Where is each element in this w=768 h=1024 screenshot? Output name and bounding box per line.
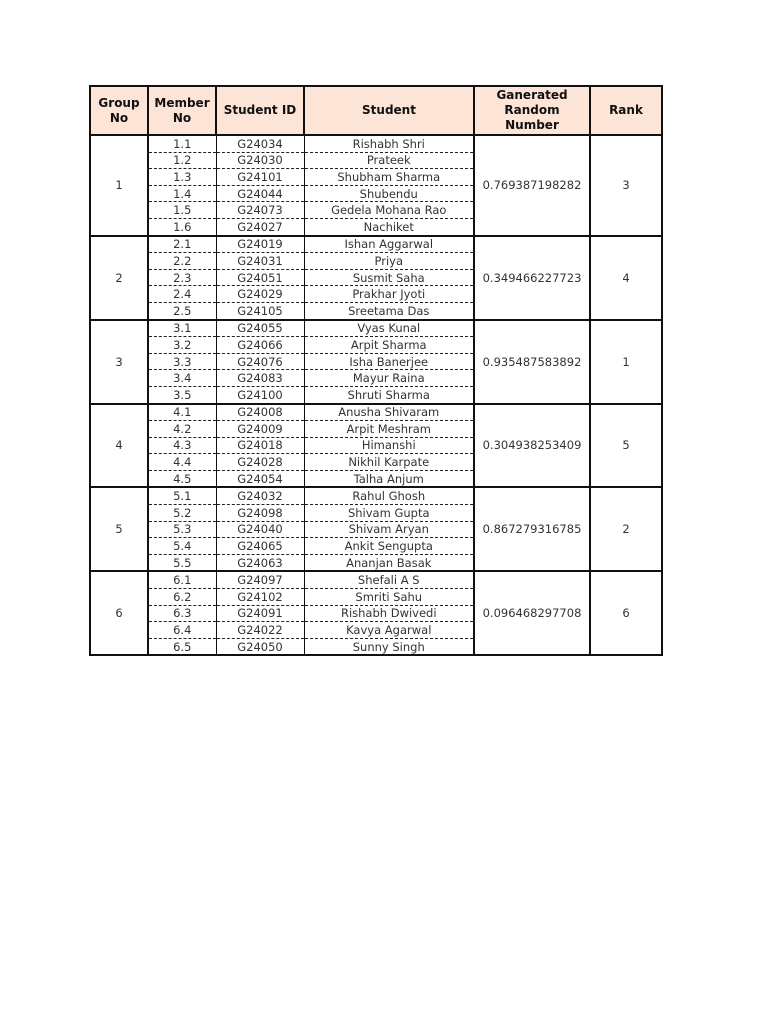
header-row (90, 86, 662, 135)
student-name-cell: Nikhil Karpate (304, 454, 474, 471)
student-id-cell: G24102 (216, 589, 304, 606)
table-row (90, 404, 662, 421)
student-id-cell: G24022 (216, 622, 304, 639)
student-id-cell: G24105 (216, 302, 304, 319)
student-name-cell: Shefali A S (304, 571, 474, 588)
header-member-no: Member No (148, 86, 216, 135)
student-id-cell: G24031 (216, 253, 304, 270)
random-number-cell: 0.867279316785 (474, 487, 590, 571)
student-id-cell: G24051 (216, 269, 304, 286)
student-name-cell: Mayur Raina (304, 370, 474, 387)
random-number-cell: 0.935487583892 (474, 320, 590, 404)
student-name-cell: Rahul Ghosh (304, 487, 474, 504)
member-number-cell: 3.4 (148, 370, 216, 387)
group-number-cell: 1 (90, 135, 148, 236)
student-name-cell: Sreetama Das (304, 302, 474, 319)
student-id-cell: G24083 (216, 370, 304, 387)
rank-cell: 2 (590, 487, 662, 571)
rank-cell: 4 (590, 236, 662, 320)
member-number-cell: 4.3 (148, 437, 216, 454)
student-name-cell: Arpit Meshram (304, 421, 474, 438)
student-id-cell: G24076 (216, 353, 304, 370)
student-name-cell: Arpit Sharma (304, 337, 474, 354)
random-number-cell: 0.304938253409 (474, 404, 590, 488)
student-id-cell: G24098 (216, 505, 304, 522)
student-name-cell: Himanshi (304, 437, 474, 454)
student-name-cell: Isha Banerjee (304, 353, 474, 370)
student-id-cell: G24032 (216, 487, 304, 504)
student-id-cell: G24027 (216, 218, 304, 235)
member-number-cell: 2.4 (148, 286, 216, 303)
student-id-cell: G24097 (216, 571, 304, 588)
member-number-cell: 2.1 (148, 236, 216, 253)
header-random-number: Ganerated Random Number (474, 86, 590, 135)
member-number-cell: 1.5 (148, 202, 216, 219)
student-id-cell: G24008 (216, 404, 304, 421)
table-row (90, 135, 662, 152)
student-name-cell: Ishan Aggarwal (304, 236, 474, 253)
student-name-cell: Rishabh Shri (304, 135, 474, 152)
member-number-cell: 4.1 (148, 404, 216, 421)
rank-cell: 5 (590, 404, 662, 488)
student-id-cell: G24073 (216, 202, 304, 219)
member-number-cell: 4.4 (148, 454, 216, 471)
student-name-cell: Shivam Aryan (304, 521, 474, 538)
member-number-cell: 5.5 (148, 554, 216, 571)
header-rank: Rank (590, 86, 662, 135)
student-name-cell: Rishabh Dwivedi (304, 605, 474, 622)
student-name-cell: Shruti Sharma (304, 386, 474, 403)
member-number-cell: 3.3 (148, 353, 216, 370)
student-id-cell: G24063 (216, 554, 304, 571)
rank-cell: 6 (590, 571, 662, 655)
student-name-cell: Nachiket (304, 218, 474, 235)
student-id-cell: G24034 (216, 135, 304, 152)
member-number-cell: 1.1 (148, 135, 216, 152)
student-name-cell: Shubham Sharma (304, 169, 474, 186)
member-number-cell: 1.2 (148, 152, 216, 169)
header-student-id: Student ID (216, 86, 304, 135)
member-number-cell: 6.1 (148, 571, 216, 588)
group-number-cell: 6 (90, 571, 148, 655)
member-number-cell: 3.2 (148, 337, 216, 354)
table-row (90, 236, 662, 253)
student-id-cell: G24019 (216, 236, 304, 253)
student-name-cell: Ananjan Basak (304, 554, 474, 571)
table-row (90, 571, 662, 588)
student-id-cell: G24066 (216, 337, 304, 354)
member-number-cell: 6.3 (148, 605, 216, 622)
member-number-cell: 3.1 (148, 320, 216, 337)
random-number-cell: 0.096468297708 (474, 571, 590, 655)
student-id-cell: G24100 (216, 386, 304, 403)
student-name-cell: Talha Anjum (304, 470, 474, 487)
table-row (90, 487, 662, 504)
student-id-cell: G24030 (216, 152, 304, 169)
member-number-cell: 4.5 (148, 470, 216, 487)
student-name-cell: Shivam Gupta (304, 505, 474, 522)
student-id-cell: G24055 (216, 320, 304, 337)
member-number-cell: 1.3 (148, 169, 216, 186)
student-id-cell: G24050 (216, 638, 304, 655)
member-number-cell: 5.4 (148, 538, 216, 555)
student-name-cell: Susmit Saha (304, 269, 474, 286)
random-number-cell: 0.349466227723 (474, 236, 590, 320)
member-number-cell: 5.3 (148, 521, 216, 538)
member-number-cell: 2.2 (148, 253, 216, 270)
member-number-cell: 6.4 (148, 622, 216, 639)
student-id-cell: G24101 (216, 169, 304, 186)
member-number-cell: 2.5 (148, 302, 216, 319)
student-id-cell: G24040 (216, 521, 304, 538)
student-name-cell: Ankit Sengupta (304, 538, 474, 555)
student-name-cell: Anusha Shivaram (304, 404, 474, 421)
student-name-cell: Smriti Sahu (304, 589, 474, 606)
student-id-cell: G24065 (216, 538, 304, 555)
header-student: Student (304, 86, 474, 135)
student-name-cell: Kavya Agarwal (304, 622, 474, 639)
group-number-cell: 4 (90, 404, 148, 488)
rank-cell: 1 (590, 320, 662, 404)
student-id-cell: G24054 (216, 470, 304, 487)
student-id-cell: G24091 (216, 605, 304, 622)
member-number-cell: 2.3 (148, 269, 216, 286)
member-number-cell: 1.6 (148, 218, 216, 235)
student-name-cell: Gedela Mohana Rao (304, 202, 474, 219)
student-name-cell: Vyas Kunal (304, 320, 474, 337)
student-name-cell: Priya (304, 253, 474, 270)
group-number-cell: 5 (90, 487, 148, 571)
member-number-cell: 5.1 (148, 487, 216, 504)
member-number-cell: 1.4 (148, 185, 216, 202)
student-name-cell: Prakhar Jyoti (304, 286, 474, 303)
student-id-cell: G24028 (216, 454, 304, 471)
member-number-cell: 6.5 (148, 638, 216, 655)
member-number-cell: 4.2 (148, 421, 216, 438)
member-number-cell: 3.5 (148, 386, 216, 403)
group-number-cell: 2 (90, 236, 148, 320)
member-number-cell: 5.2 (148, 505, 216, 522)
member-number-cell: 6.2 (148, 589, 216, 606)
student-id-cell: G24009 (216, 421, 304, 438)
student-name-cell: Shubendu (304, 185, 474, 202)
table-row (90, 320, 662, 337)
student-name-cell: Sunny Singh (304, 638, 474, 655)
random-number-cell: 0.769387198282 (474, 135, 590, 236)
group-number-cell: 3 (90, 320, 148, 404)
rank-cell: 3 (590, 135, 662, 236)
student-id-cell: G24029 (216, 286, 304, 303)
student-name-cell: Prateek (304, 152, 474, 169)
student-id-cell: G24018 (216, 437, 304, 454)
group-assignment-table (89, 85, 663, 656)
student-id-cell: G24044 (216, 185, 304, 202)
header-group-no: Group No (90, 86, 148, 135)
table-body (90, 135, 662, 655)
